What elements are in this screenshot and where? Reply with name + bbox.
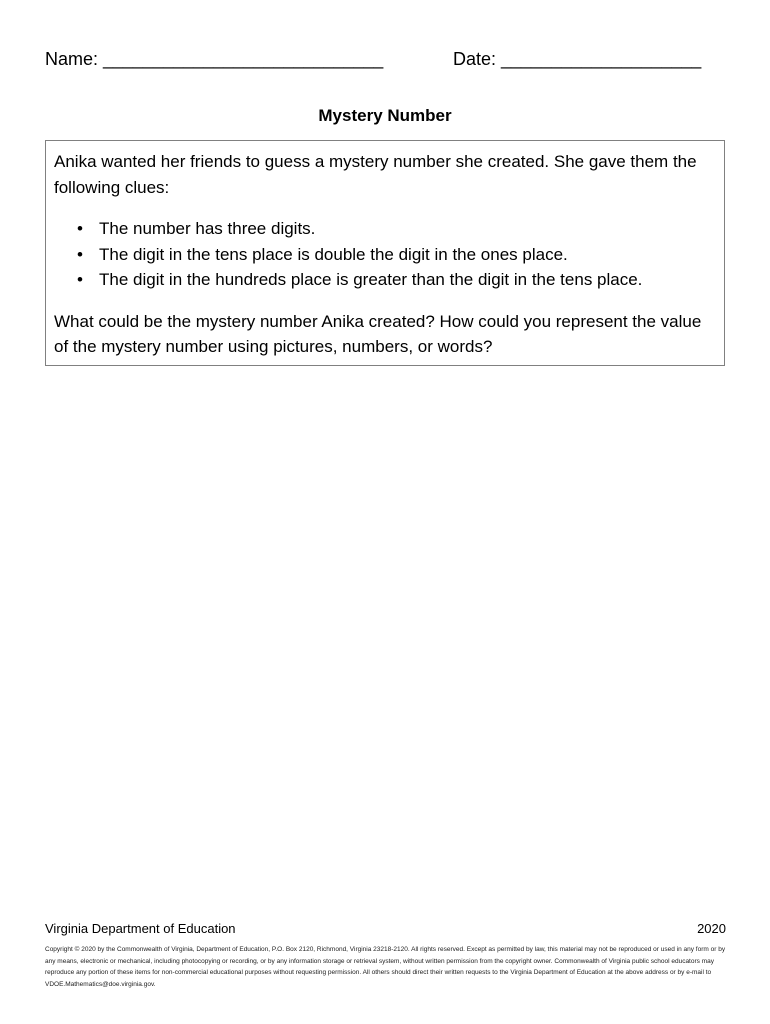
problem-question: What could be the mystery number Anika created? How could you represent the value of the mystery number using pictures, numbers, or words? xyxy=(54,311,702,356)
list-item xyxy=(54,216,714,242)
problem-box xyxy=(45,140,725,366)
list-item xyxy=(54,242,714,268)
bullet-icon: • xyxy=(77,219,83,238)
copyright-notice: Copyright © 2020 by the Commonwealth of Virginia, Department of Education, P.O. Box 2120, Richmond, Virginia 23218-2120. All rights reserved. Except as permitted by law, this material may not be reproduced or used in any form or by any means, electronic or mechanical, including photocopying or recording, or by any information storage or retrieval system, without written permission from the copyright owner. Commonwealth of Virginia public school educators may reproduce any portion of these items for non-commercial educational purposes without requesting permission. All others should direct their written requests to the Virginia Department of Education at the above address or by e-mail to VDOE.Mathematics@doe.virginia.gov. xyxy=(45,946,726,988)
bullet-icon: • xyxy=(77,270,83,289)
footer-organization: Virginia Department of Education xyxy=(45,921,236,936)
date-field-line: Date: ____________________ xyxy=(453,49,702,69)
bullet-icon: • xyxy=(77,244,83,264)
clue-list xyxy=(54,216,714,293)
list-item xyxy=(54,267,714,293)
clue-text: The digit in the hundreds place is greater than the digit in the tens place. xyxy=(99,270,643,289)
problem-intro: Anika wanted her friends to guess a mystery number she created. She gave them the following clues: xyxy=(54,152,697,197)
name-field-line: Name: ____________________________ xyxy=(45,49,384,69)
footer-year: 2020 xyxy=(697,921,726,936)
clue-text: The digit in the tens place is double the digit in the ones place. xyxy=(99,244,568,264)
clue-text: The number has three digits. xyxy=(99,219,316,238)
page-title: Mystery Number xyxy=(318,106,452,125)
